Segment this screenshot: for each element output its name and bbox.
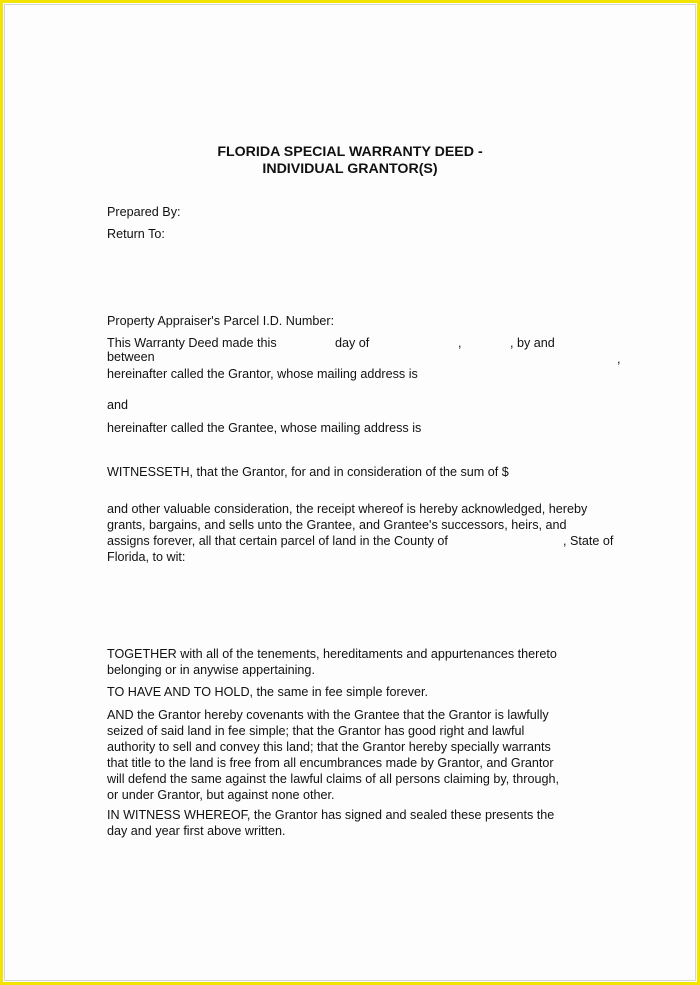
consideration-line-4: Florida, to wit: bbox=[107, 550, 186, 564]
return-to-label: Return To: bbox=[107, 227, 165, 241]
witness-line-1: IN WITNESS WHEREOF, the Grantor has signed and sealed these presents the bbox=[107, 808, 555, 822]
consideration-line-3: assigns forever, all that certain parcel of land in the County of bbox=[107, 534, 448, 548]
grantee-address-text: hereinafter called the Grantee, whose mailing address is bbox=[107, 421, 422, 435]
together-line-1: TOGETHER with all of the tenements, hereditaments and appurtenances thereto bbox=[107, 647, 557, 661]
parcel-id-label: Property Appraiser's Parcel I.D. Number: bbox=[107, 314, 335, 328]
document-title-line-1: FLORIDA SPECIAL WARRANTY DEED - bbox=[217, 144, 483, 160]
consideration-line-2: grants, bargains, and sells unto the Grantee, and Grantee's successors, heirs, and bbox=[107, 518, 567, 532]
covenant-line-6: or under Grantor, but against none other. bbox=[107, 788, 335, 802]
between-text: between bbox=[107, 350, 155, 364]
document-title-line-2: INDIVIDUAL GRANTOR(S) bbox=[262, 161, 438, 177]
state-of-text: , State of bbox=[563, 534, 614, 548]
covenant-line-2: seized of said land in fee simple; that the Grantor has good right and lawful bbox=[107, 724, 525, 738]
grantor-address-text: hereinafter called the Grantor, whose mailing address is bbox=[107, 367, 418, 381]
witnesseth-text: WITNESSETH, that the Grantor, for and in consideration of the sum of $ bbox=[107, 465, 509, 479]
consideration-line-1: and other valuable consideration, the receipt whereof is hereby acknowledged, hereby bbox=[107, 502, 588, 516]
between-comma: , bbox=[617, 352, 621, 366]
covenant-line-1: AND the Grantor hereby covenants with the Grantee that the Grantor is lawfully bbox=[107, 708, 549, 722]
day-of-text: day of bbox=[335, 336, 370, 350]
and-text: and bbox=[107, 398, 129, 412]
date-comma: , bbox=[458, 336, 462, 350]
witness-line-2: day and year first above written. bbox=[107, 824, 286, 838]
prepared-by-label: Prepared By: bbox=[107, 205, 181, 219]
by-and-text: , by and bbox=[510, 336, 555, 350]
deed-made-text: This Warranty Deed made this bbox=[107, 336, 277, 350]
covenant-line-5: will defend the same against the lawful claims of all persons claiming by, through, bbox=[107, 772, 559, 786]
covenant-line-3: authority to sell and convey this land; that the Grantor hereby specially warrants bbox=[107, 740, 551, 754]
covenant-line-4: that title to the land is free from all encumbrances made by Grantor, and Grantor bbox=[107, 756, 554, 770]
together-line-2: belonging or in anywise appertaining. bbox=[107, 663, 315, 677]
to-have-text: TO HAVE AND TO HOLD, the same in fee simple forever. bbox=[107, 685, 429, 699]
